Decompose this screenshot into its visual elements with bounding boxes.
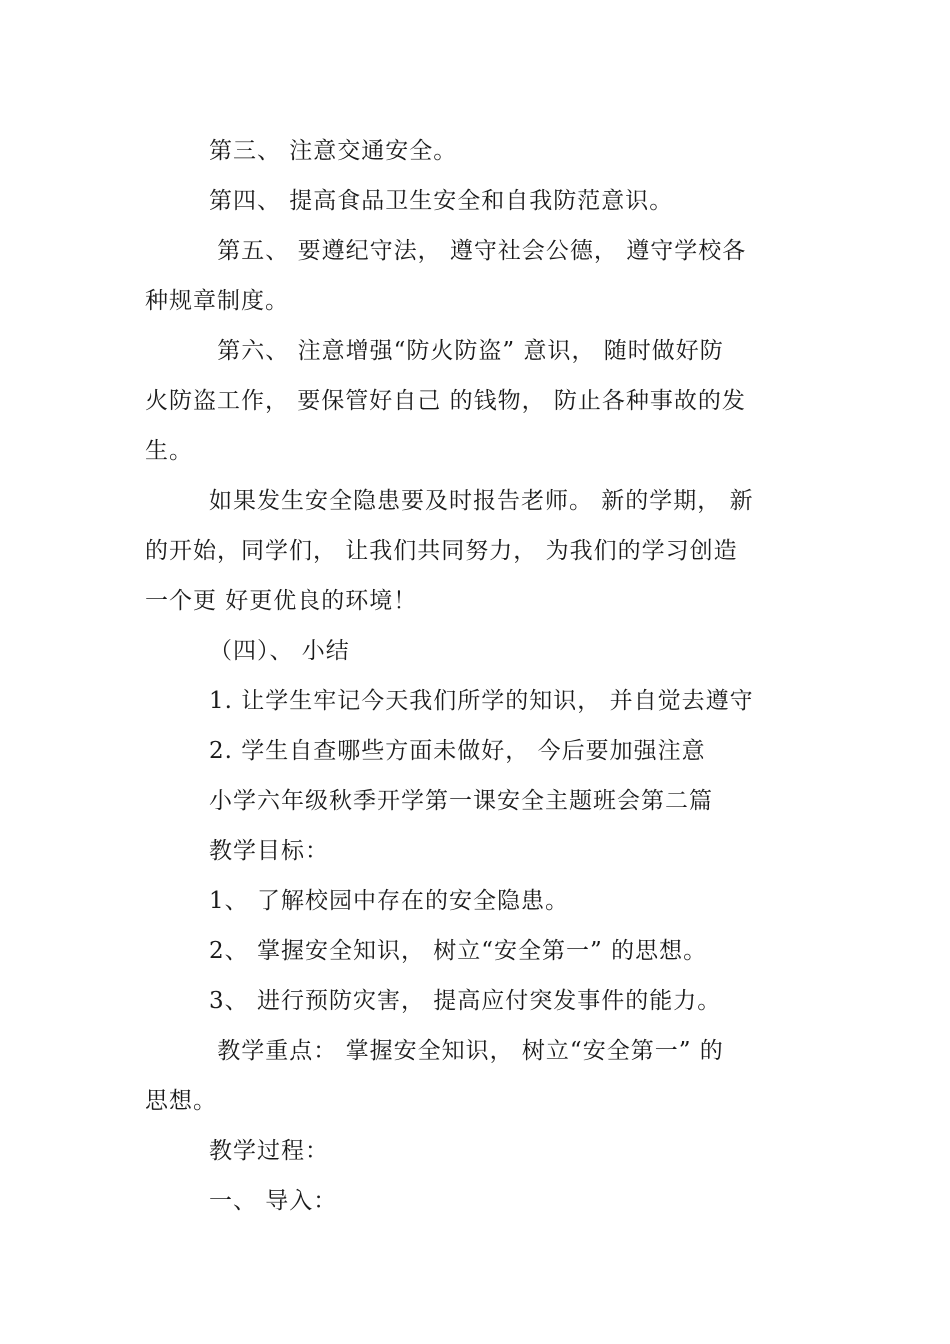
text-line: 火防盗工作， 要保管好自己 的钱物， 防止各种事故的发: [145, 388, 746, 414]
text-line: 第五、 要遵纪守法， 遵守社会公德， 遵守学校各: [209, 238, 747, 264]
list-item: 1、 了解校园中存在的安全隐患。: [209, 888, 569, 914]
section-heading: 一、 导入：: [209, 1188, 338, 1214]
section-heading: （四）、 小结: [209, 638, 350, 664]
text-line: 种规章制度。: [145, 288, 289, 314]
list-item: 2. 学生自查哪些方面未做好， 今后要加强注意: [209, 738, 706, 764]
text-line: 第六、 注意增强“防火防盗” 意识， 随时做好防: [209, 338, 724, 364]
text-line: 思想。: [145, 1088, 217, 1114]
text-line: 教学重点： 掌握安全知识， 树立“安全第一” 的: [209, 1038, 724, 1064]
list-item: 1. 让学生牢记今天我们所学的知识， 并自觉去遵守: [209, 688, 754, 714]
text-line: 第三、 注意交通安全。: [209, 138, 458, 164]
text-line: 如果发生安全隐患要及时报告老师。 新的学期， 新: [209, 488, 754, 514]
list-item: 2、 掌握安全知识， 树立“安全第一” 的思想。: [209, 938, 708, 964]
section-heading: 教学过程：: [209, 1138, 329, 1164]
text-line: 的开始，同学们， 让我们共同努力， 为我们的学习创造: [145, 538, 738, 564]
list-item: 3、 进行预防灾害， 提高应付突发事件的能力。: [209, 988, 722, 1014]
text-line: 生。: [145, 438, 193, 464]
section-heading: 教学目标：: [209, 838, 329, 864]
article-title: 小学六年级秋季开学第一课安全主题班会第二篇: [209, 788, 713, 814]
text-line: 一个更 好更优良的环境！: [145, 588, 418, 614]
text-line: 第四、 提高食品卫生安全和自我防范意识。: [209, 188, 674, 214]
